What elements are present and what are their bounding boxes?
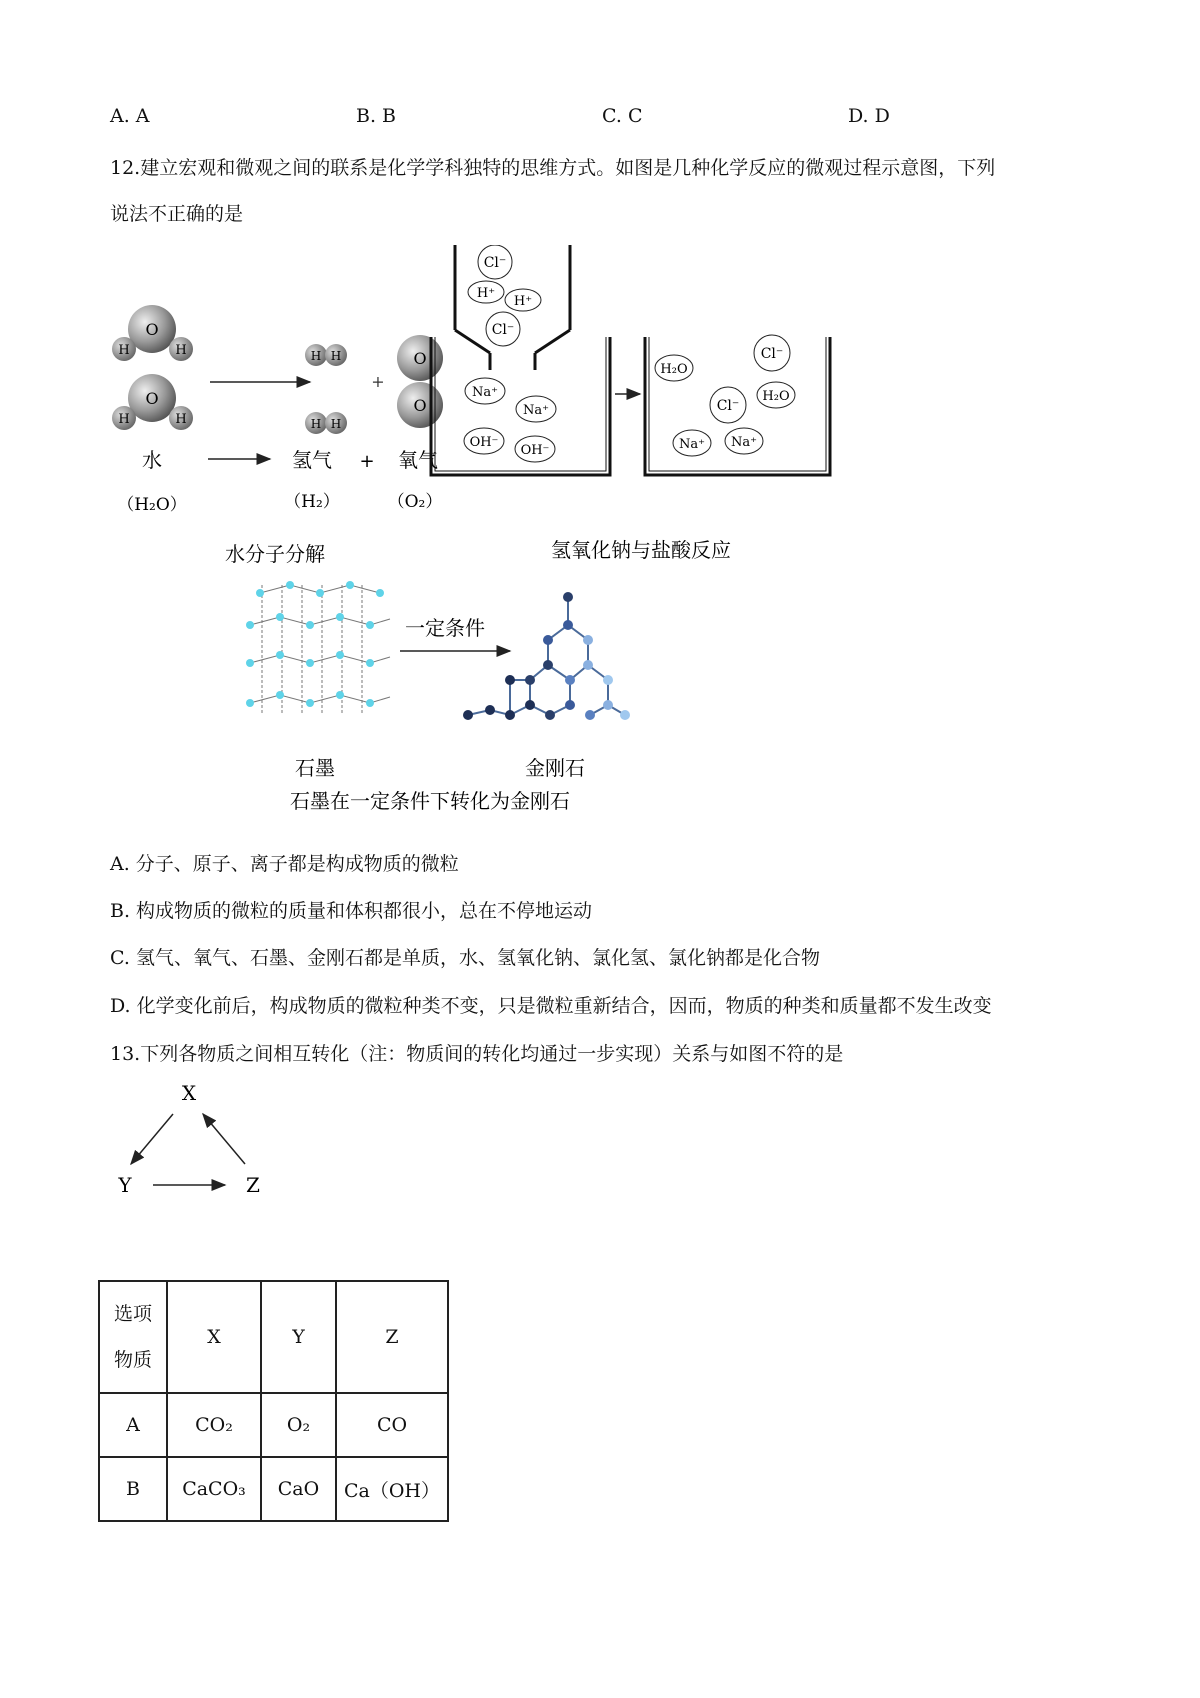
table-header-z: Z <box>336 1281 448 1393</box>
svg-text:H: H <box>118 412 130 427</box>
ion-cl-4: Cl⁻ <box>716 398 740 414</box>
q12-stem-line2: 说法不正确的是 <box>110 203 244 225</box>
q12-stem-line1: 12.建立宏观和微观之间的联系是化学学科独特的思维方式。如图是几种化学反应的微观过程示意图，下列 <box>110 157 996 179</box>
ion-h-2: H⁺ <box>513 294 533 309</box>
ion-cl-1: Cl⁻ <box>483 255 507 271</box>
ion-na-1: Na⁺ <box>472 385 498 400</box>
label-condition: 一定条件 <box>405 616 485 640</box>
ion-oh-1: OH⁻ <box>469 435 499 450</box>
formula-hydrogen: （H₂） <box>284 492 340 512</box>
node-z: Z <box>246 1173 260 1197</box>
hydrogen-molecule-2 <box>305 412 347 434</box>
diamond-atoms <box>463 592 630 720</box>
svg-text:H: H <box>175 343 187 358</box>
plus-sign-top: + <box>371 372 385 391</box>
molecule-h2o-2: H₂O <box>762 389 790 404</box>
q12-option-b[interactable]: B. 构成物质的微粒的质量和体积都很小，总在不停地运动 <box>110 900 593 922</box>
row-label: A <box>99 1393 167 1457</box>
table-header-x: X <box>167 1281 261 1393</box>
table-row <box>99 1457 448 1521</box>
q13-stem: 13.下列各物质之间相互转化（注：物质间的转化均通过一步实现）关系与如图不符的是 <box>110 1043 844 1065</box>
svg-text:H: H <box>310 417 322 431</box>
svg-text:H: H <box>330 417 342 431</box>
cell-z: CO <box>336 1393 448 1457</box>
cell-x: CO₂ <box>167 1393 261 1457</box>
q11-option-d[interactable]: D. D <box>848 105 890 127</box>
table-header-corner: 选项 物质 <box>99 1281 167 1393</box>
q13-table <box>98 1280 449 1522</box>
node-y: Y <box>118 1173 132 1197</box>
atom-o-label: O <box>145 320 159 339</box>
svg-text:O: O <box>145 389 159 408</box>
ion-h-1: H⁺ <box>476 286 496 301</box>
arrow-z-to-x <box>203 1114 245 1164</box>
q12-figure <box>100 245 860 825</box>
q11-options <box>110 105 1010 131</box>
arrow-x-to-y <box>131 1114 173 1164</box>
graphite-structure <box>250 585 390 715</box>
diamond-structure <box>468 597 625 715</box>
svg-text:H: H <box>330 349 342 363</box>
molecule-h2o-1: H₂O <box>660 362 688 377</box>
q11-option-b[interactable]: B. B <box>356 105 397 127</box>
svg-text:H: H <box>175 412 187 427</box>
cell-y: O₂ <box>261 1393 336 1457</box>
hydrogen-molecule-1 <box>305 344 347 366</box>
q11-option-a[interactable]: A. A <box>110 105 150 127</box>
formula-oxygen: （O₂） <box>387 492 443 512</box>
graphite-atoms <box>246 581 384 707</box>
caption-water-decomposition: 水分子分解 <box>225 542 325 566</box>
formula-water: （H₂O） <box>117 495 187 515</box>
svg-text:H: H <box>118 343 130 358</box>
label-diamond: 金刚石 <box>525 756 585 780</box>
table-row <box>99 1393 448 1457</box>
caption-naoh-hcl: 氢氧化钠与盐酸反应 <box>551 538 731 562</box>
cell-x: CaCO₃ <box>167 1457 261 1521</box>
cell-z: Ca（OH） <box>336 1457 448 1521</box>
oxygen-molecule <box>397 335 443 428</box>
q12-option-a[interactable]: A. 分子、原子、离子都是构成物质的微粒 <box>110 853 459 875</box>
svg-text:O: O <box>413 349 427 368</box>
cell-y: CaO <box>261 1457 336 1521</box>
ion-na-4: Na⁺ <box>731 435 757 450</box>
q12-option-d[interactable]: D. 化学变化前后，构成物质的微粒种类不变，只是微粒重新结合，因而，物质的种类和质量都不发生改变 <box>110 995 992 1017</box>
caption-graphite-to-diamond: 石墨在一定条件下转化为金刚石 <box>290 789 570 813</box>
ion-oh-2: OH⁻ <box>520 443 550 458</box>
q12-option-c[interactable]: C. 氢气、氧气、石墨、金刚石都是单质，水、氢氧化钠、氯化氢、氯化钠都是化合物 <box>110 947 820 969</box>
water-molecule-1 <box>112 305 193 361</box>
ion-cl-3: Cl⁻ <box>760 346 784 362</box>
label-water: 水 <box>142 448 162 472</box>
q11-option-c[interactable]: C. C <box>602 105 643 127</box>
water-molecule-2 <box>112 374 193 430</box>
plus-sign-word: + <box>359 451 375 472</box>
table-header-y: Y <box>261 1281 336 1393</box>
label-oxygen: 氧气 <box>398 448 438 472</box>
svg-text:H: H <box>310 349 322 363</box>
label-hydrogen: 氢气 <box>292 448 332 472</box>
q13-triangle-diagram <box>105 1080 275 1205</box>
row-label: B <box>99 1457 167 1521</box>
node-x: X <box>181 1081 197 1105</box>
ion-na-2: Na⁺ <box>523 403 549 418</box>
ion-cl-2: Cl⁻ <box>491 322 515 338</box>
ion-na-3: Na⁺ <box>679 437 705 452</box>
label-graphite: 石墨 <box>295 756 335 780</box>
svg-text:O: O <box>413 396 427 415</box>
